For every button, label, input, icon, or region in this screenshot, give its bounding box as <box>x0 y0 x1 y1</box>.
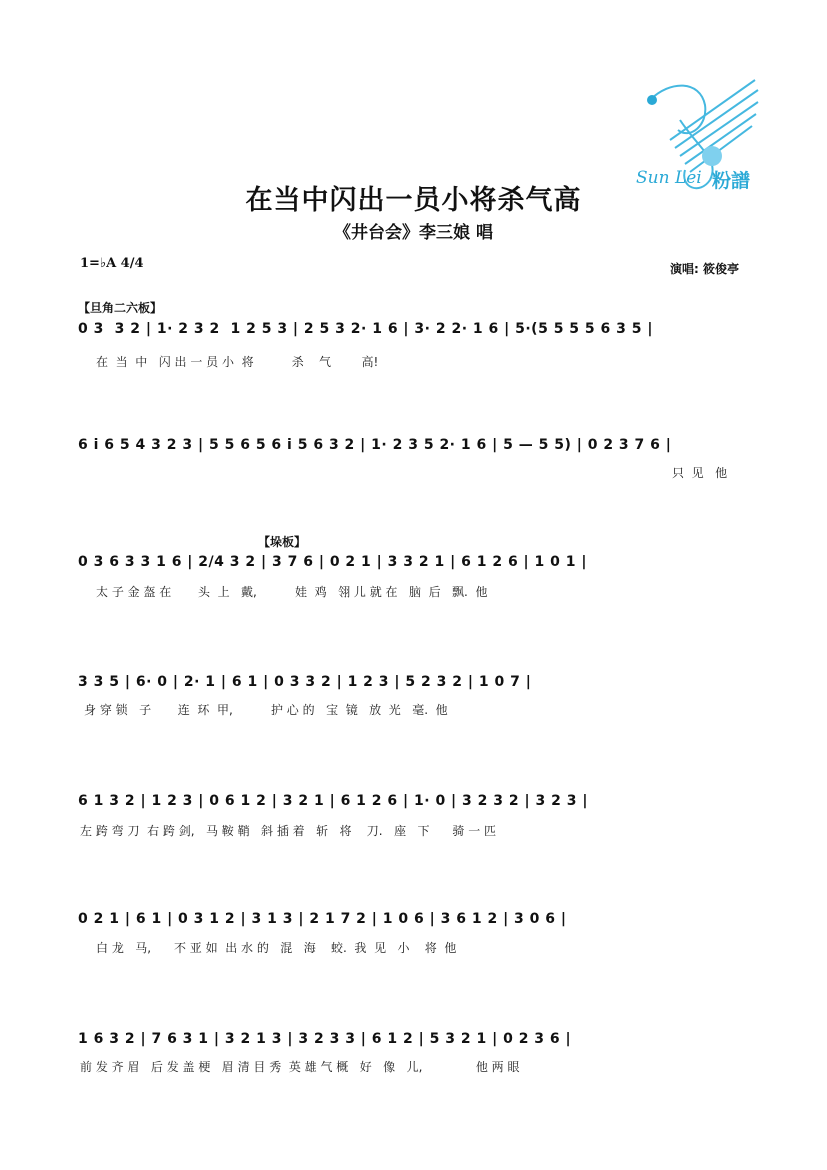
score-line-4: 3 3 5 | 6· 0 | 2· 1 | 6 1 | 0 3 3 2 | 1 2 3 | 5 2 3 2 | 1 0 7 | <box>78 674 532 690</box>
lyrics-line-1: 在 当 中 闪 出 一 员 小 将 杀 气 高! <box>96 355 379 369</box>
score-line-5: 6 1 3 2 | 1 2 3 | 0 6 1 2 | 3 2 1 | 6 1 2 6 | 1· 0 | 3 2 3 2 | 3 2 3 | <box>78 793 588 809</box>
score-line-3: 0 3 6 3 3 1 6 | 2/4 3 2 | 3 7 6 | 0 2 1 | 3 3 2 1 | 6 1 2 6 | 1 0 1 | <box>78 554 588 570</box>
score-line-1: 0 3 3 2 | 1· 2 3 2 1 2 5 3 | 2 5 3 2· 1 6 | 3· 2 2· 1 6 | 5·(5 5 5 5 6 3 5 | <box>78 321 653 337</box>
singer-credit: 演唱: 筱俊亭 <box>670 262 739 276</box>
lyrics-line-5: 左 跨 弯 刀 右 跨 剑, 马 鞍 鞘 斜 插 着 斩 将 刀. 座 下 骑 一 匹 <box>80 824 497 838</box>
song-subtitle: 《井台会》李三娘 唱 <box>334 223 493 243</box>
score-line-6: 0 2 1 | 6 1 | 0 3 1 2 | 3 1 3 | 2 1 7 2 | 1 0 6 | 3 6 1 2 | 3 0 6 | <box>78 911 567 927</box>
lyrics-line-3: 太 子 金 盔 在 头 上 戴, 娃 鸡 翎 儿 就 在 脑 后 飘. 他 <box>96 585 488 599</box>
logo-text: Sun Lei <box>636 168 702 188</box>
lyrics-line-4: 身 穿 锁 子 连 环 甲, 护 心 的 宝 镜 放 光 毫. 他 <box>84 703 448 717</box>
key-signature: 1=♭A 4/4 <box>80 256 144 271</box>
score-line-2: 6 i 6 5 4 3 2 3 | 5 5 6 5 6 i 5 6 3 2 | 1· 2 3 5 2· 1 6 | 5 — 5 5) | 0 2 3 7 6 | <box>78 437 672 453</box>
lyrics-line-7: 前 发 齐 眉 后 发 盖 梗 眉 清 目 秀 英 雄 气 概 好 像 儿, 他 两 眼 <box>80 1060 520 1074</box>
score-line-7: 1 6 3 2 | 7 6 3 1 | 3 2 1 3 | 3 2 3 3 | 6 1 2 | 5 3 2 1 | 0 2 3 6 | <box>78 1031 572 1047</box>
logo-chinese-text: 粉譜 <box>712 170 751 192</box>
section-label-duoban: 【垛板】 <box>258 535 307 549</box>
lyrics-line-2: 只 见 他 <box>672 466 728 480</box>
song-title: 在当中闪出一员小将杀气高 <box>245 185 582 216</box>
section-label-erliu: 【旦角二六板】 <box>78 301 163 315</box>
lyrics-line-6: 白 龙 马, 不 亚 如 出 水 的 混 海 蛟. 我 见 小 将 他 <box>96 941 457 955</box>
